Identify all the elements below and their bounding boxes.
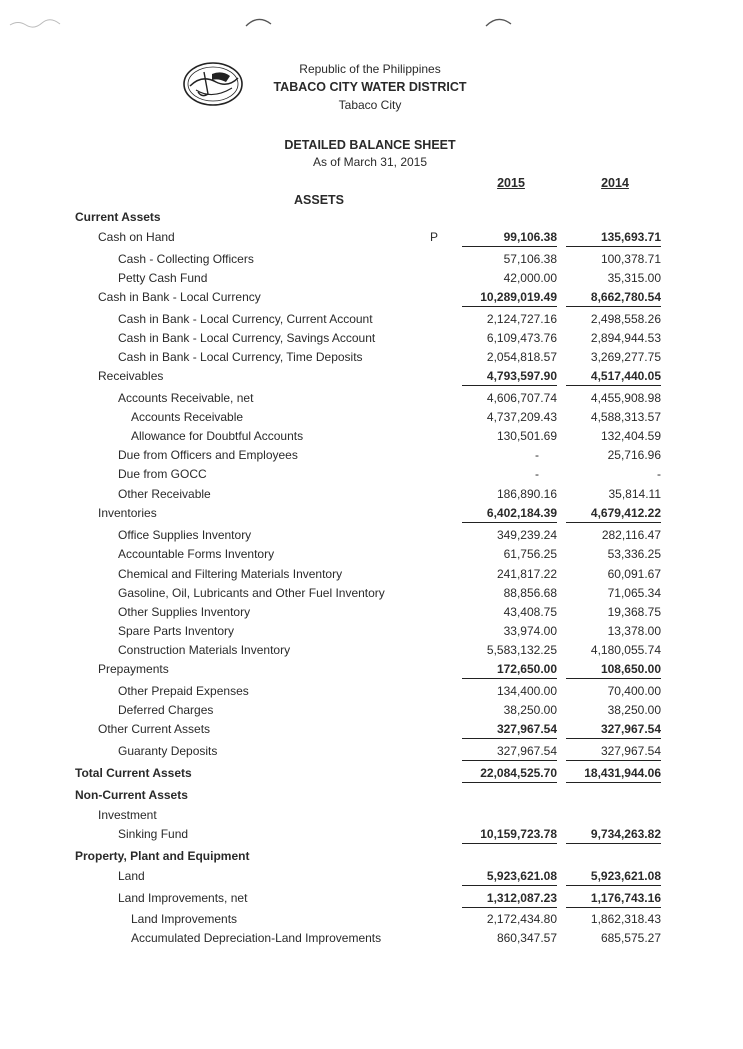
table-row — [0, 310, 743, 328]
table-row — [0, 408, 743, 426]
value-2015: 2,054,818.57 — [486, 350, 557, 364]
row-label: Cash in Bank - Local Currency, Time Deposits — [118, 350, 363, 364]
value-2014: 108,650.00 — [566, 660, 661, 679]
table-row — [0, 565, 743, 583]
value-2014: 71,065.34 — [607, 586, 661, 600]
row-label: Accumulated Depreciation-Land Improvements — [131, 931, 382, 945]
table-row — [0, 208, 743, 226]
value-2015: 42,000.00 — [503, 271, 557, 285]
value-2015: - — [535, 448, 539, 462]
table-row — [0, 786, 743, 804]
value-2015: 6,402,184.39 — [462, 504, 557, 523]
value-2015: 43,408.75 — [503, 605, 557, 619]
row-label: Cash in Bank - Local Currency — [98, 290, 261, 304]
row-label: Cash in Bank - Local Currency, Current Account — [118, 312, 373, 326]
value-2014: 282,116.47 — [601, 528, 661, 542]
header-republic: Republic of the Philippines — [299, 62, 441, 76]
value-2015: 327,967.54 — [462, 742, 557, 761]
scan-smudge — [8, 16, 63, 30]
value-2015: 6,109,473.76 — [486, 331, 557, 345]
row-label: Guaranty Deposits — [118, 744, 218, 758]
row-label: Sinking Fund — [118, 827, 189, 841]
row-label: Current Assets — [75, 210, 161, 224]
value-2014: 4,588,313.57 — [590, 410, 661, 424]
table-row — [0, 910, 743, 928]
year-2014-header: 2014 — [601, 176, 629, 190]
table-row — [0, 825, 743, 843]
value-2015: 241,817.22 — [496, 567, 557, 581]
value-2014: 135,693.71 — [566, 228, 661, 247]
table-row — [0, 764, 743, 782]
header-city: Tabaco City — [338, 98, 402, 112]
value-2014: 19,368.75 — [607, 605, 661, 619]
row-label: Accountable Forms Inventory — [118, 547, 275, 561]
sheet-date: As of March 31, 2015 — [312, 155, 428, 169]
table-row — [0, 389, 743, 407]
value-2014: 1,862,318.43 — [590, 912, 661, 926]
row-label: Investment — [98, 808, 157, 822]
value-2014: 9,734,263.82 — [566, 825, 661, 844]
year-2015-header: 2015 — [497, 176, 525, 190]
value-2015: 2,124,727.16 — [486, 312, 557, 326]
value-2014: 327,967.54 — [566, 720, 661, 739]
row-label: Prepayments — [98, 662, 169, 676]
row-label: Land Improvements — [131, 912, 238, 926]
value-2014: 70,400.00 — [607, 684, 661, 698]
value-2014: 1,176,743.16 — [566, 889, 661, 908]
row-label: Other Prepaid Expenses — [118, 684, 249, 698]
row-label: Cash in Bank - Local Currency, Savings Account — [118, 331, 376, 345]
value-2015: 130,501.69 — [496, 429, 557, 443]
row-label: Allowance for Doubtful Accounts — [131, 429, 304, 443]
value-2014: 4,517,440.05 — [566, 367, 661, 386]
table-row — [0, 701, 743, 719]
table-row — [0, 329, 743, 347]
table-row — [0, 641, 743, 659]
row-label: Cash - Collecting Officers — [118, 252, 254, 266]
value-2015: 134,400.00 — [496, 684, 557, 698]
table-row — [0, 504, 743, 522]
table-row — [0, 228, 743, 246]
table-row — [0, 742, 743, 760]
table-row — [0, 929, 743, 947]
table-row — [0, 269, 743, 287]
value-2014: 327,967.54 — [566, 742, 661, 761]
water-district-logo — [182, 60, 244, 108]
table-row — [0, 348, 743, 366]
value-2015: 172,650.00 — [462, 660, 557, 679]
value-2014: 685,575.27 — [600, 931, 661, 945]
value-2015: 33,974.00 — [503, 624, 557, 638]
table-row — [0, 867, 743, 885]
row-label: Spare Parts Inventory — [118, 624, 235, 638]
table-row — [0, 720, 743, 738]
row-label: Total Current Assets — [75, 766, 192, 780]
row-label: Land Improvements, net — [118, 891, 248, 905]
value-2014: 5,923,621.08 — [566, 867, 661, 886]
table-row — [0, 485, 743, 503]
table-row — [0, 847, 743, 865]
table-row — [0, 545, 743, 563]
value-2015: 4,793,597.90 — [462, 367, 557, 386]
value-2014: 18,431,944.06 — [566, 764, 661, 783]
table-row — [0, 367, 743, 385]
table-row — [0, 250, 743, 268]
row-label: Cash on Hand — [98, 230, 175, 244]
value-2015: 57,106.38 — [503, 252, 557, 266]
assets-heading: ASSETS — [294, 193, 345, 207]
row-label: Chemical and Filtering Materials Inventory — [118, 567, 343, 581]
table-row — [0, 465, 743, 483]
value-2015: 99,106.38 — [462, 228, 557, 247]
table-row — [0, 622, 743, 640]
currency-symbol: P — [430, 230, 439, 244]
value-2015: 2,172,434.80 — [486, 912, 557, 926]
value-2015: 38,250.00 — [503, 703, 557, 717]
value-2015: 10,159,723.78 — [462, 825, 557, 844]
table-row — [0, 603, 743, 621]
value-2015: 88,856.68 — [503, 586, 557, 600]
row-label: Due from Officers and Employees — [118, 448, 298, 462]
table-row — [0, 889, 743, 907]
value-2015: 5,923,621.08 — [462, 867, 557, 886]
value-2014: 4,180,055.74 — [590, 643, 661, 657]
row-label: Other Supplies Inventory — [118, 605, 251, 619]
table-row — [0, 288, 743, 306]
row-label: Gasoline, Oil, Lubricants and Other Fuel Inventory — [118, 586, 385, 600]
value-2014: 13,378.00 — [607, 624, 661, 638]
sheet-title: DETAILED BALANCE SHEET — [284, 138, 456, 152]
row-label: Petty Cash Fund — [118, 271, 208, 285]
value-2015: 22,084,525.70 — [462, 764, 557, 783]
header-district: TABACO CITY WATER DISTRICT — [273, 80, 467, 94]
value-2015: 1,312,087.23 — [462, 889, 557, 908]
row-label: Other Current Assets — [98, 722, 211, 736]
value-2015: 349,239.24 — [496, 528, 557, 542]
row-label: Other Receivable — [118, 487, 211, 501]
value-2015: 4,606,707.74 — [486, 391, 557, 405]
value-2014: 38,250.00 — [607, 703, 661, 717]
value-2014: 3,269,277.75 — [590, 350, 661, 364]
table-row — [0, 682, 743, 700]
row-label: Inventories — [98, 506, 157, 520]
value-2014: 4,679,412.22 — [566, 504, 661, 523]
scan-mark — [484, 14, 514, 30]
value-2014: 4,455,908.98 — [590, 391, 661, 405]
value-2014: 35,814.11 — [608, 487, 661, 501]
value-2015: 327,967.54 — [462, 720, 557, 739]
value-2014: 53,336.25 — [607, 547, 661, 561]
value-2015: 4,737,209.43 — [486, 410, 557, 424]
value-2015: - — [535, 467, 539, 481]
value-2015: 61,756.25 — [503, 547, 557, 561]
value-2015: 5,583,132.25 — [486, 643, 557, 657]
scan-mark — [244, 14, 274, 30]
row-label: Deferred Charges — [118, 703, 214, 717]
table-row — [0, 584, 743, 602]
value-2015: 10,289,019.49 — [462, 288, 557, 307]
row-label: Office Supplies Inventory — [118, 528, 252, 542]
table-row — [0, 660, 743, 678]
value-2014: 132,404.59 — [600, 429, 661, 443]
value-2014: 2,894,944.53 — [590, 331, 661, 345]
row-label: Accounts Receivable, net — [118, 391, 254, 405]
table-row — [0, 526, 743, 544]
row-label: Receivables — [98, 369, 164, 383]
value-2015: 186,890.16 — [496, 487, 557, 501]
value-2014: 35,315.00 — [607, 271, 661, 285]
table-row — [0, 806, 743, 824]
table-row — [0, 427, 743, 445]
value-2014: 60,091.67 — [607, 567, 661, 581]
value-2014: 100,378.71 — [600, 252, 661, 266]
value-2014: - — [657, 467, 661, 481]
value-2014: 8,662,780.54 — [566, 288, 661, 307]
row-label: Due from GOCC — [118, 467, 207, 481]
row-label: Property, Plant and Equipment — [75, 849, 250, 863]
row-label: Non-Current Assets — [75, 788, 188, 802]
row-label: Construction Materials Inventory — [118, 643, 291, 657]
value-2014: 25,716.96 — [607, 448, 661, 462]
row-label: Accounts Receivable — [131, 410, 244, 424]
table-row — [0, 446, 743, 464]
value-2015: 860,347.57 — [496, 931, 557, 945]
row-label: Land — [118, 869, 145, 883]
value-2014: 2,498,558.26 — [590, 312, 661, 326]
